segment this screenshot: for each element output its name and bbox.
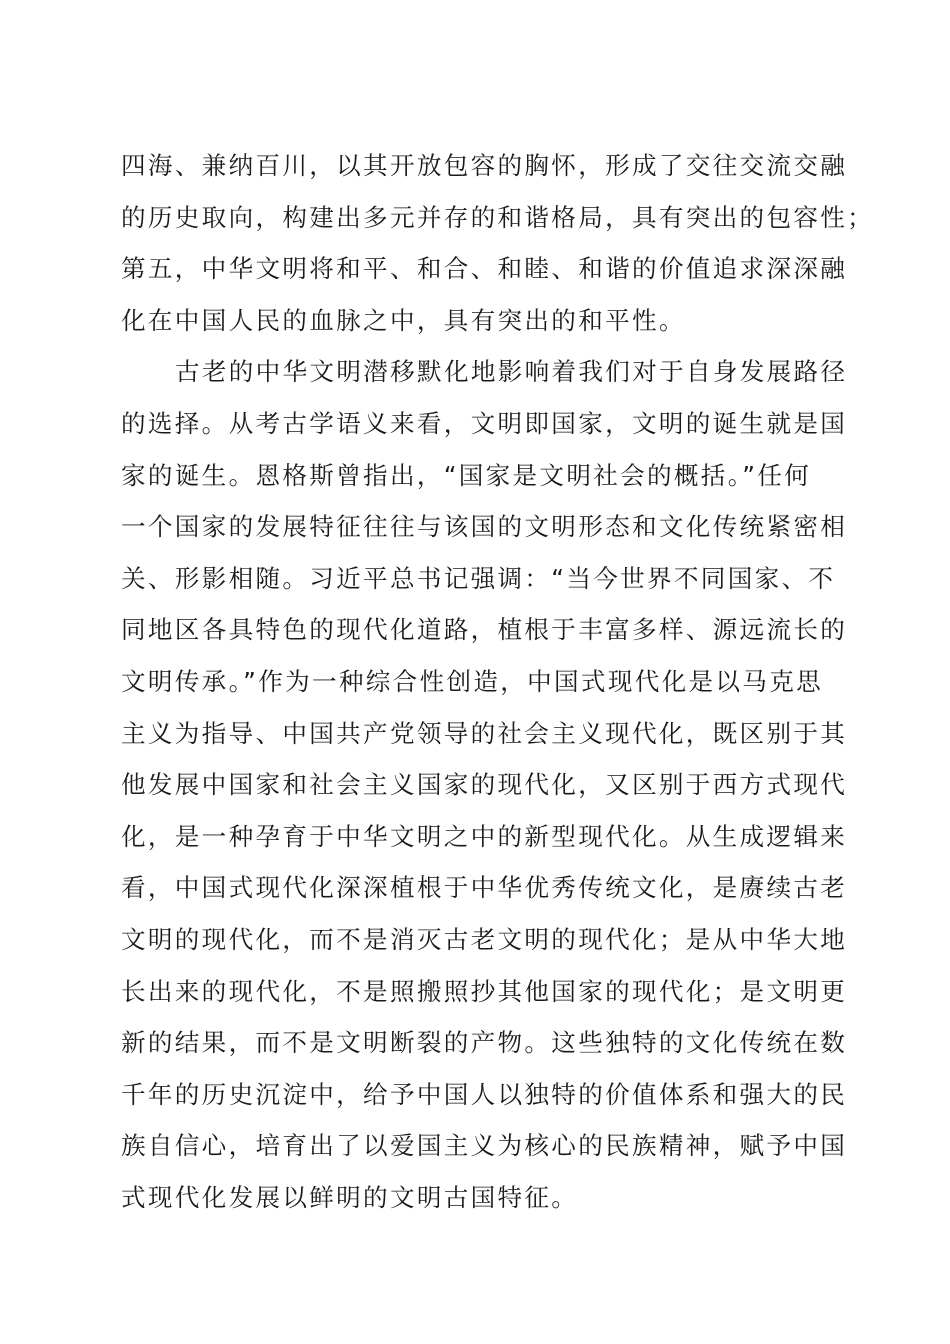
text-line: 的历史取向，构建出多元并存的和谐格局，具有突出的包容性； [121, 202, 875, 232]
text-line-indented: 古老的中华文明潜移默化地影响着我们对于自身发展路径 [175, 357, 848, 387]
text-line: 文明传承。”作为一种综合性创造，中国式现代化是以马克思 [121, 666, 823, 696]
text-line: 新的结果，而不是文明断裂的产物。这些独特的文化传统在数 [121, 1028, 848, 1058]
paragraph-1 [121, 140, 875, 346]
text-line: 一个国家的发展特征往往与该国的文明形态和文化传统紧密相 [121, 512, 848, 542]
text-line: 式现代化发展以鲜明的文明古国特征。 [121, 1182, 579, 1212]
text-line: 第五，中华文明将和平、和合、和睦、和谐的价值追求深深融 [121, 254, 848, 284]
text-line: 的选择。从考古学语义来看，文明即国家，文明的诞生就是国 [121, 408, 848, 438]
text-line: 看，中国式现代化深深植根于中华优秀传统文化，是赓续古老 [121, 873, 848, 903]
text-line: 千年的历史沉淀中，给予中国人以独特的价值体系和强大的民 [121, 1079, 848, 1109]
text-line: 化，是一种孕育于中华文明之中的新型现代化。从生成逻辑来 [121, 821, 848, 851]
document-body [121, 140, 875, 1223]
text-line: 四海、兼纳百川，以其开放包容的胸怀，形成了交往交流交融 [121, 151, 848, 180]
text-line: 他发展中国家和社会主义国家的现代化，又区别于西方式现代 [121, 770, 848, 800]
text-line: 同地区各具特色的现代化道路，植根于丰富多样、源远流长的 [121, 615, 848, 645]
text-line: 族自信心，培育出了以爱国主义为核心的民族精神，赋予中国 [121, 1131, 848, 1161]
text-line: 主义为指导、中国共产党领导的社会主义现代化，既区别于其 [121, 718, 848, 748]
text-line: 长出来的现代化，不是照搬照抄其他国家的现代化；是文明更 [121, 976, 848, 1006]
paragraph-2 [121, 346, 848, 1223]
text-line: 化在中国人民的血脉之中，具有突出的和平性。 [121, 305, 686, 335]
text-line: 关、形影相随。习近平总书记强调：“当今世界不同国家、不 [121, 563, 836, 593]
text-line: 文明的现代化，而不是消灭古老文明的现代化；是从中华大地 [121, 924, 848, 954]
text-line: 家的诞生。恩格斯曾指出，“国家是文明社会的概括。”任何 [121, 460, 812, 490]
